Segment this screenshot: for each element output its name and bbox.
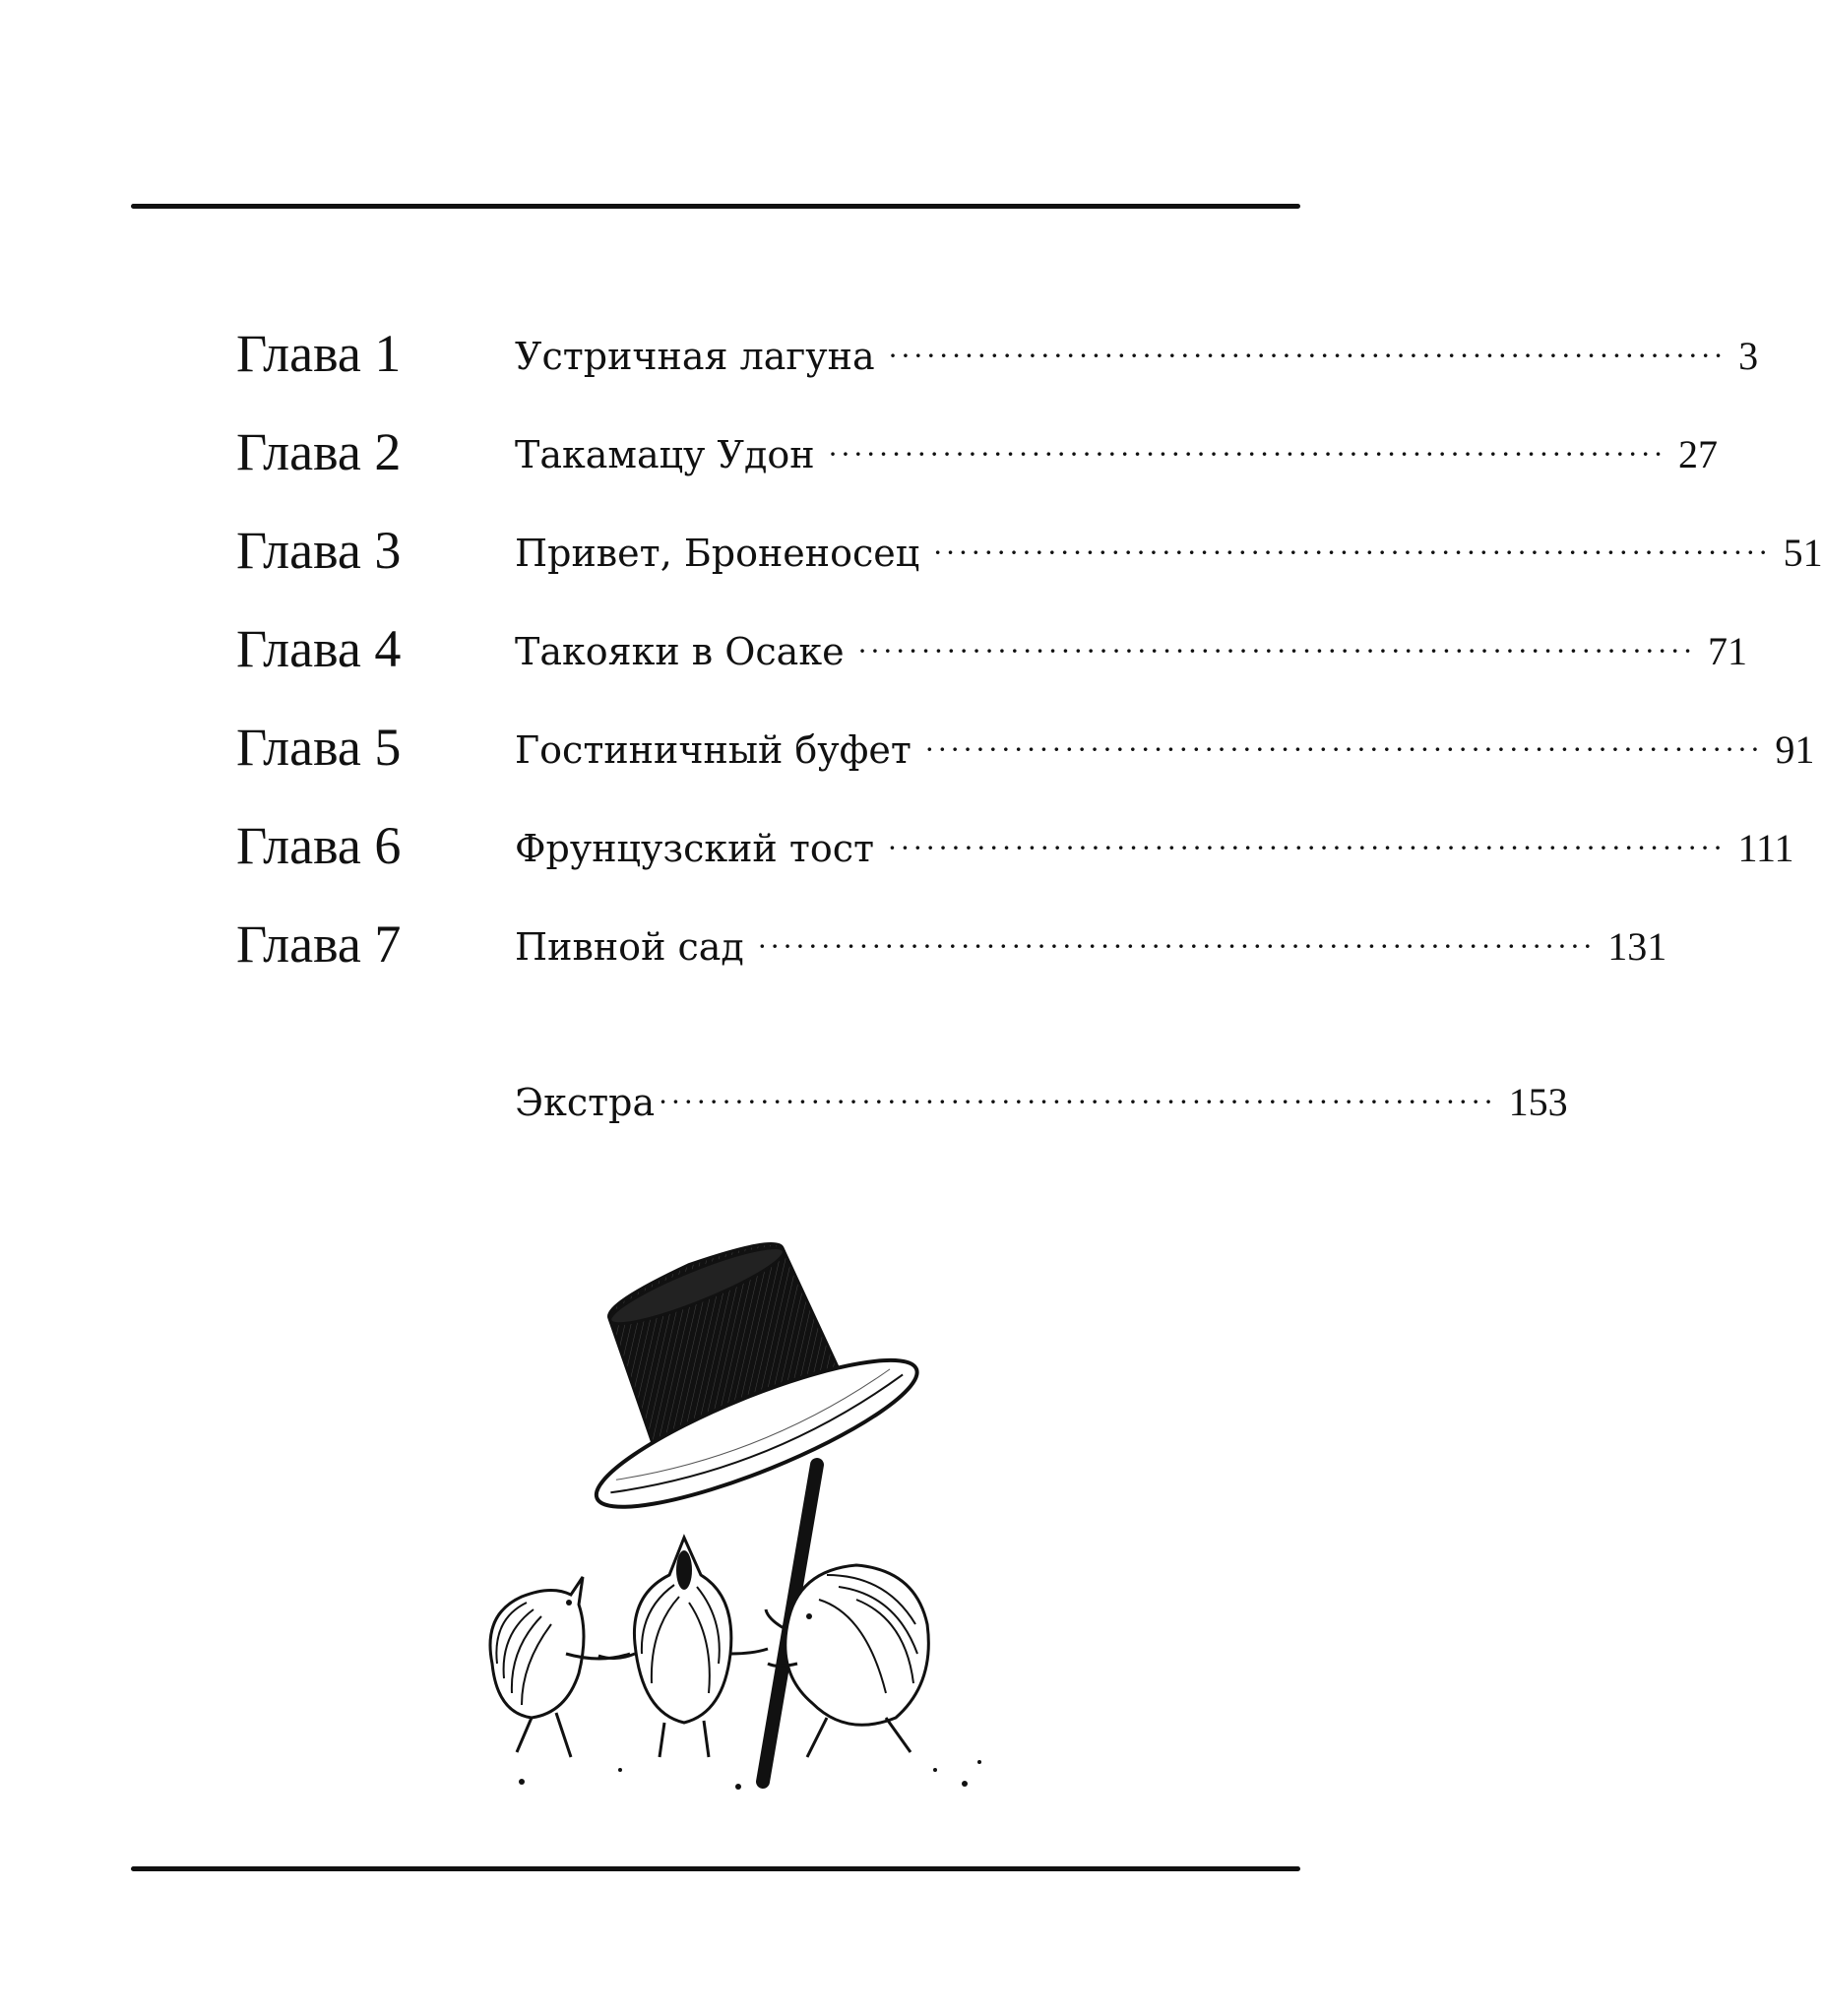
toc-row-7[interactable] [0,906,1667,984]
bottom-rule [131,1866,1300,1871]
toc-entry [515,432,1718,476]
chapter-label: Глава 6 [236,816,402,875]
toc-row-6[interactable] [0,807,1794,886]
chapter-title: Фрунцузский тост [515,827,875,870]
dot-leader: ·································································· [888,832,1727,864]
chapter-title: Привет, Броненосец [515,532,920,575]
toc-row-5[interactable] [0,709,1815,788]
dot-leader: ·································································· [828,438,1666,471]
page-number: 153 [1508,1080,1568,1124]
dot-leader: ·································································· [933,536,1772,569]
dot-leader: ·································································· [757,930,1597,963]
chapter-title: Пивной сад [515,925,744,969]
chapter-title: Такамацу Удон [515,433,815,476]
toc-row-extra[interactable] [0,1061,1568,1140]
hedgehog-left-icon [490,1577,630,1757]
toc-row-3[interactable] [0,512,1823,591]
toc-row-1[interactable] [0,315,1759,394]
toc-row-2[interactable] [0,413,1718,492]
chapter-label: Глава 1 [236,324,402,383]
toc-row-4[interactable] [0,610,1747,689]
page-number: 111 [1737,826,1794,870]
toc-entry [515,924,1667,969]
hedgehog-middle-icon [598,1538,768,1757]
ground-specks [519,1760,981,1790]
toc-entry [515,629,1747,673]
chapter-title: Такояки в Осаке [515,630,845,673]
page-number: 3 [1738,334,1759,378]
chapter-label: Глава 4 [236,619,402,678]
three-hedgehogs-with-top-hat-icon [472,1230,1024,1841]
extra-title: Экстра [515,1081,656,1124]
page-number: 91 [1775,727,1815,772]
page-number: 131 [1607,924,1667,969]
page-number: 27 [1678,432,1718,476]
toc-entry [515,1080,1568,1124]
toc-entry [515,334,1759,378]
toc-entry [515,826,1794,870]
chapter-label: Глава 5 [236,718,402,777]
chapter-label: Глава 7 [236,914,402,974]
dot-leader: ·································································· [857,635,1696,667]
page-number: 71 [1708,629,1747,673]
dot-leader: ·································································· [924,733,1764,766]
dot-leader: ·································································· [659,1086,1497,1118]
chapter-title: Гостиничный буфет [515,728,912,772]
chapter-title: Устричная лагуна [515,335,875,378]
dot-leader: ·································································· [888,340,1728,372]
page-number: 51 [1783,531,1823,575]
top-rule [131,204,1300,209]
toc-entry [515,727,1815,772]
chapter-label: Глава 2 [236,422,402,481]
chapter-label: Глава 3 [236,521,402,580]
toc-entry [515,531,1823,575]
top-hat-icon [529,1200,930,1533]
